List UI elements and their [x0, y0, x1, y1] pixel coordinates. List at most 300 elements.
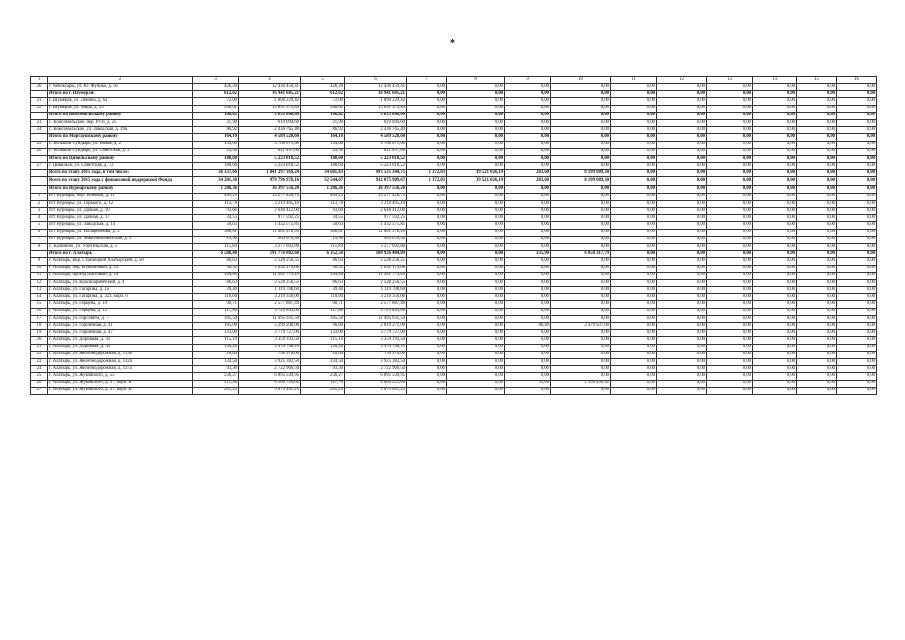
value-cell: 0,00 [707, 127, 753, 134]
value-cell: 0,00 [407, 308, 447, 315]
value-cell: 88,40 [505, 323, 551, 330]
value-cell: 0,00 [551, 222, 611, 229]
value-cell: 0,00 [447, 91, 505, 98]
table-row [31, 373, 877, 380]
value-cell: 619 094,60 [345, 119, 407, 126]
value-cell: 3 055 860,00 [239, 112, 301, 119]
value-cell: 0,00 [797, 236, 837, 243]
value-cell: 0,00 [707, 358, 753, 365]
column-header: 5 [301, 77, 345, 84]
value-cell: 191 776 802,68 [239, 251, 301, 258]
value-cell: 0,00 [505, 84, 551, 91]
value-cell: 34 681,83 [301, 170, 345, 177]
value-cell: 0,00 [447, 84, 505, 91]
value-cell: 0,00 [657, 387, 707, 394]
value-cell: 0,00 [657, 279, 707, 286]
value-cell: 0,00 [797, 243, 837, 250]
value-cell: 0,00 [611, 330, 657, 337]
value-cell: 0,00 [407, 112, 447, 119]
value-cell: 0,00 [505, 272, 551, 279]
value-cell: 0,00 [657, 258, 707, 265]
value-cell: 0,00 [707, 287, 753, 294]
row-number-cell: 13 [31, 287, 48, 294]
value-cell: 0,00 [753, 119, 797, 126]
value-cell: 821 457,00 [239, 148, 301, 155]
address-cell: с. Комсомольское, ул. Заводская, д. 39а [48, 127, 193, 134]
value-cell: 0,00 [837, 155, 877, 162]
value-cell: 0,00 [753, 243, 797, 250]
value-cell: 86,63 [193, 279, 239, 286]
value-cell: 0,00 [407, 287, 447, 294]
value-cell: 11 495 931,50 [345, 315, 407, 322]
value-cell: 8 199 989,30 [551, 170, 611, 177]
value-cell: 2 722 960,50 [345, 366, 407, 373]
value-cell: 0,00 [837, 112, 877, 119]
value-cell: 0,00 [753, 287, 797, 294]
value-cell: 0,00 [797, 387, 837, 394]
value-cell: 0,00 [707, 222, 753, 229]
value-cell: 0,00 [611, 134, 657, 141]
value-cell: 0,00 [407, 301, 447, 308]
value-cell: 0,00 [611, 258, 657, 265]
value-cell: 0,00 [551, 112, 611, 119]
value-cell: 0,00 [753, 193, 797, 200]
value-cell: 0,00 [753, 84, 797, 91]
value-cell: 0,00 [837, 308, 877, 315]
value-cell: 0,00 [707, 177, 753, 186]
value-cell: 979 796 978,16 [239, 177, 301, 186]
value-cell: 0,00 [707, 258, 753, 265]
value-cell: 0,00 [407, 272, 447, 279]
value-cell: 0,00 [407, 236, 447, 243]
value-cell: 0,00 [505, 358, 551, 365]
value-cell: 1 286,36 [301, 186, 345, 193]
value-cell: 0,00 [551, 258, 611, 265]
value-cell: 3 219 405,10 [239, 200, 301, 207]
row-number-cell [31, 155, 48, 162]
value-cell: 0,00 [657, 243, 707, 250]
value-cell: 29,50 [301, 148, 345, 155]
value-cell: 0,00 [611, 294, 657, 301]
value-cell: 0,00 [657, 112, 707, 119]
value-cell: 0,00 [505, 236, 551, 243]
value-cell: 0,00 [753, 272, 797, 279]
value-cell: 2 577 887,49 [239, 301, 301, 308]
value-cell: 3 768 071,60 [239, 141, 301, 148]
value-cell: 3 210 350,00 [239, 294, 301, 301]
value-cell: 0,00 [797, 84, 837, 91]
value-cell: 0,00 [707, 141, 753, 148]
value-cell: 0,00 [797, 105, 837, 112]
value-cell: 72,00 [193, 98, 239, 105]
value-cell: 0,00 [611, 170, 657, 177]
value-cell: 39,40 [193, 287, 239, 294]
value-cell: 0,00 [797, 193, 837, 200]
row-number-cell: 24 [31, 127, 48, 134]
value-cell: 108,82 [193, 112, 239, 119]
value-cell: 3 729 843,00 [239, 308, 301, 315]
value-cell: 0,00 [407, 251, 447, 258]
value-cell: 0,00 [407, 330, 447, 337]
table-row [31, 119, 877, 126]
value-cell: 0,00 [657, 366, 707, 373]
value-cell: 0,00 [447, 251, 505, 258]
value-cell: 0,00 [657, 84, 707, 91]
value-cell: 157,76 [301, 380, 345, 387]
value-cell: 5 299 208,00 [239, 323, 301, 330]
value-cell: 0,00 [407, 163, 447, 170]
value-cell: 0,00 [657, 236, 707, 243]
value-cell: 0,00 [837, 84, 877, 91]
value-cell: 395,50 [193, 315, 239, 322]
address-cell: Всего по этапу 2015 года, в том числе: [48, 170, 193, 177]
value-cell: 0,00 [407, 134, 447, 141]
address-cell: г. Шумерля, ул. Мира, д. 35 [48, 105, 193, 112]
value-cell: 0,00 [407, 84, 447, 91]
table-row [31, 127, 877, 134]
value-cell: 0,00 [505, 163, 551, 170]
value-cell: 39 521 026,19 [447, 177, 505, 186]
value-cell: 0,00 [797, 351, 837, 358]
address-cell: г. Алатырь, пер. Больничный, д. 15 [48, 265, 193, 272]
value-cell: 188,60 [301, 155, 345, 162]
value-cell: 34 201,30 [193, 177, 239, 186]
value-cell: 2 528 256,55 [345, 258, 407, 265]
value-cell: 0,00 [753, 251, 797, 258]
value-cell: 3 925 382,50 [345, 358, 407, 365]
value-cell: 1 550 496,42 [551, 380, 611, 387]
value-cell: 0,00 [551, 84, 611, 91]
value-cell: 0,00 [707, 155, 753, 162]
value-cell: 3 976 748,10 [239, 344, 301, 351]
value-cell: 0,00 [837, 148, 877, 155]
value-cell: 0,00 [657, 358, 707, 365]
address-cell: г. Алатырь, ул. Железнодорожная, д. 137а [48, 366, 193, 373]
value-cell: 19,90 [193, 236, 239, 243]
value-cell: 0,00 [707, 272, 753, 279]
value-cell: 0,00 [611, 229, 657, 236]
summary-row [31, 112, 877, 119]
value-cell: 1 286,36 [193, 186, 239, 193]
value-cell: 0,00 [797, 98, 837, 105]
value-cell: 0,00 [657, 308, 707, 315]
value-cell: 188,60 [301, 163, 345, 170]
value-cell: 0,00 [707, 294, 753, 301]
value-cell: 756 976,00 [239, 351, 301, 358]
value-cell: 0,00 [447, 337, 505, 344]
value-cell: 0,00 [505, 148, 551, 155]
value-cell: 0,00 [551, 91, 611, 98]
value-cell: 0,00 [505, 265, 551, 272]
value-cell: 0,00 [657, 294, 707, 301]
value-cell: 0,00 [551, 308, 611, 315]
value-cell: 0,00 [611, 243, 657, 250]
value-cell: 0,00 [505, 301, 551, 308]
value-cell: 0,00 [611, 387, 657, 394]
value-cell: 0,00 [753, 330, 797, 337]
value-cell: 11 581 775,49 [239, 272, 301, 279]
value-cell: 0,00 [447, 148, 505, 155]
row-number-cell: 19 [31, 330, 48, 337]
value-cell: 0,00 [837, 387, 877, 394]
value-cell: 0,00 [753, 208, 797, 215]
table-row [31, 344, 877, 351]
value-cell: 0,00 [551, 294, 611, 301]
value-cell: 0,00 [551, 148, 611, 155]
value-cell: 0,00 [447, 351, 505, 358]
value-cell: 0,00 [447, 258, 505, 265]
value-cell: 0,00 [657, 170, 707, 177]
value-cell: 0,00 [447, 134, 505, 141]
value-cell: 0,00 [551, 358, 611, 365]
value-cell: 283,60 [505, 170, 551, 177]
value-cell: 0,00 [611, 251, 657, 258]
row-number-cell: 27 [31, 387, 48, 394]
value-cell: 0,00 [551, 330, 611, 337]
value-cell: 0,00 [447, 358, 505, 365]
value-cell: 0,00 [707, 134, 753, 141]
value-cell: 0,00 [753, 279, 797, 286]
column-header: 16 [837, 77, 877, 84]
value-cell: 1 890 229,42 [345, 98, 407, 105]
address-cell: Итого по Моргаушскому району [48, 134, 193, 141]
value-cell: 4 589 528,60 [239, 134, 301, 141]
value-cell: 0,00 [753, 258, 797, 265]
value-cell: 0,00 [611, 308, 657, 315]
value-cell: 0,00 [797, 315, 837, 322]
value-cell: 0,00 [707, 112, 753, 119]
value-cell: 3 277 692,80 [239, 243, 301, 250]
value-cell: 13 277 428,75 [239, 193, 301, 200]
value-cell: 0,00 [657, 163, 707, 170]
value-cell: 0,00 [707, 351, 753, 358]
value-cell: 3 729 843,00 [345, 308, 407, 315]
value-cell: 563 070,50 [345, 236, 407, 243]
value-cell: 0,00 [657, 200, 707, 207]
value-cell: 0,00 [707, 163, 753, 170]
value-cell: 96,60 [301, 323, 345, 330]
table-row [31, 236, 877, 243]
value-cell: 0,00 [505, 308, 551, 315]
value-cell: 2 528 256,55 [345, 279, 407, 286]
value-cell: 0,00 [657, 193, 707, 200]
value-cell: 0,00 [447, 127, 505, 134]
value-cell: 0,00 [551, 236, 611, 243]
value-cell: 0,00 [611, 112, 657, 119]
value-cell: 0,00 [505, 186, 551, 193]
row-number-cell: 6 [31, 229, 48, 236]
value-cell: 3 779 727,00 [239, 330, 301, 337]
value-cell: 0,00 [707, 186, 753, 193]
value-cell: 977 592,25 [239, 215, 301, 222]
value-cell: 0,00 [551, 229, 611, 236]
value-cell: 86,92 [193, 127, 239, 134]
value-cell: 0,00 [753, 229, 797, 236]
value-cell: 0,00 [753, 358, 797, 365]
value-cell: 0,00 [707, 251, 753, 258]
summary-row [31, 177, 877, 186]
value-cell: 0,00 [551, 272, 611, 279]
value-cell: 0,00 [657, 344, 707, 351]
address-cell: г. Алатырь, ул. Горшечная, д. 41 [48, 323, 193, 330]
column-header: 8 [447, 77, 505, 84]
value-cell: 29,50 [193, 148, 239, 155]
value-cell: 0,00 [797, 119, 837, 126]
value-cell: 0,00 [551, 301, 611, 308]
value-cell: 540,62 [301, 105, 345, 112]
row-number-cell: 8 [31, 243, 48, 250]
value-cell: 0,00 [447, 236, 505, 243]
summary-row [31, 134, 877, 141]
value-cell: 0,00 [447, 330, 505, 337]
value-cell: 0,00 [447, 265, 505, 272]
value-cell: 0,00 [551, 155, 611, 162]
value-cell: 0,00 [447, 105, 505, 112]
value-cell: 0,00 [447, 344, 505, 351]
value-cell: 0,00 [407, 155, 447, 162]
value-cell: 1 372,03 [407, 170, 447, 177]
value-cell: 0,00 [797, 186, 837, 193]
table-row [31, 98, 877, 105]
value-cell: 0,00 [837, 229, 877, 236]
value-cell: 188,60 [193, 163, 239, 170]
value-cell: 0,00 [837, 215, 877, 222]
value-cell: 0,00 [407, 373, 447, 380]
value-cell: 0,00 [797, 229, 837, 236]
value-cell: 0,00 [447, 373, 505, 380]
value-cell: 0,00 [707, 308, 753, 315]
value-cell: 0,00 [505, 155, 551, 162]
value-cell: 0,00 [657, 380, 707, 387]
value-cell: 93,60 [301, 208, 345, 215]
value-cell: 0,00 [753, 163, 797, 170]
value-cell: 0,00 [447, 380, 505, 387]
value-cell: 0,00 [707, 208, 753, 215]
value-cell: 0,00 [611, 155, 657, 162]
value-cell: 540,62 [193, 105, 239, 112]
value-cell: 6 895 539,95 [345, 373, 407, 380]
value-cell: 0,00 [797, 265, 837, 272]
value-cell: 0,00 [611, 186, 657, 193]
value-cell: 1 032 179,08 [239, 265, 301, 272]
row-number-cell: 3 [31, 208, 48, 215]
value-cell: 0,00 [611, 91, 657, 98]
value-cell: 0,00 [505, 222, 551, 229]
value-cell: 0,00 [407, 148, 447, 155]
value-cell: 201,25 [301, 387, 345, 394]
value-cell: 0,00 [707, 337, 753, 344]
value-cell: 0,00 [505, 200, 551, 207]
row-number-cell [31, 91, 48, 98]
column-header: 13 [707, 77, 753, 84]
address-cell: с. Комсомольское, пер. РТП, д. 25 [48, 119, 193, 126]
value-cell: 36 397 556,20 [345, 186, 407, 193]
value-cell: 0,00 [551, 186, 611, 193]
value-cell: 0,00 [611, 301, 657, 308]
value-cell: 0,00 [407, 366, 447, 373]
row-number-cell: 23 [31, 119, 48, 126]
value-cell: 0,00 [837, 141, 877, 148]
value-cell: 0,00 [707, 243, 753, 250]
value-cell: 90,71 [301, 301, 345, 308]
value-cell: 0,00 [551, 193, 611, 200]
value-cell: 0,00 [407, 323, 447, 330]
value-cell: 3 219 405,10 [345, 200, 407, 207]
value-cell: 0,00 [707, 344, 753, 351]
value-cell: 0,00 [837, 301, 877, 308]
value-cell: 0,00 [657, 229, 707, 236]
value-cell: 0,00 [505, 141, 551, 148]
value-cell: 0,00 [837, 177, 877, 186]
value-cell: 13 277 428,75 [345, 193, 407, 200]
value-cell: 0,00 [797, 208, 837, 215]
value-cell: 0,00 [753, 323, 797, 330]
value-cell: 115,84 [193, 243, 239, 250]
table-row [31, 200, 877, 207]
column-header: 14 [753, 77, 797, 84]
value-cell: 0,00 [407, 344, 447, 351]
row-number-cell: 4 [31, 215, 48, 222]
value-cell: 612,62 [193, 91, 239, 98]
value-cell: 21,90 [193, 119, 239, 126]
table-row [31, 330, 877, 337]
value-cell: 0,00 [753, 134, 797, 141]
value-cell: 0,00 [707, 105, 753, 112]
value-cell: 110,00 [193, 294, 239, 301]
value-cell: 0,00 [407, 294, 447, 301]
value-cell: 0,00 [407, 229, 447, 236]
value-cell: 0,00 [837, 380, 877, 387]
value-cell: 0,00 [753, 380, 797, 387]
address-cell: г. Алатырь, ул. Жуковского, д. 55 [48, 373, 193, 380]
table-row [31, 358, 877, 365]
value-cell: 932 075 989,67 [345, 177, 407, 186]
value-cell: 0,00 [505, 366, 551, 373]
summary-row [31, 186, 877, 193]
value-cell: 5 223 018,52 [345, 163, 407, 170]
value-cell: 0,00 [753, 112, 797, 119]
value-cell: 16 941 685,21 [345, 91, 407, 98]
column-header: 12 [657, 77, 707, 84]
value-cell: 19,90 [301, 236, 345, 243]
value-cell: 0,00 [447, 308, 505, 315]
value-cell: 0,00 [551, 387, 611, 394]
value-cell: 0,00 [657, 222, 707, 229]
table-row [31, 148, 877, 155]
value-cell: 0,00 [407, 243, 447, 250]
value-cell: 0,00 [837, 222, 877, 229]
row-number-cell: 5 [31, 222, 48, 229]
value-cell: 0,00 [657, 287, 707, 294]
value-cell: 6 850 317,79 [551, 251, 611, 258]
value-cell: 0,00 [551, 119, 611, 126]
value-cell: 0,00 [611, 373, 657, 380]
value-cell: 0,00 [753, 315, 797, 322]
value-cell: 0,00 [707, 366, 753, 373]
value-cell: 134,50 [301, 358, 345, 365]
value-cell: 0,00 [837, 105, 877, 112]
value-cell: 0,00 [407, 279, 447, 286]
value-cell: 0,00 [447, 287, 505, 294]
value-cell: 0,00 [551, 351, 611, 358]
value-cell: 0,00 [407, 141, 447, 148]
column-header: 15 [797, 77, 837, 84]
table-row [31, 287, 877, 294]
value-cell: 0,00 [837, 200, 877, 207]
address-cell: г. Шумерля, ул. Ленина, д. 62 [48, 98, 193, 105]
value-cell: 86,63 [301, 258, 345, 265]
value-cell: 0,00 [837, 127, 877, 134]
